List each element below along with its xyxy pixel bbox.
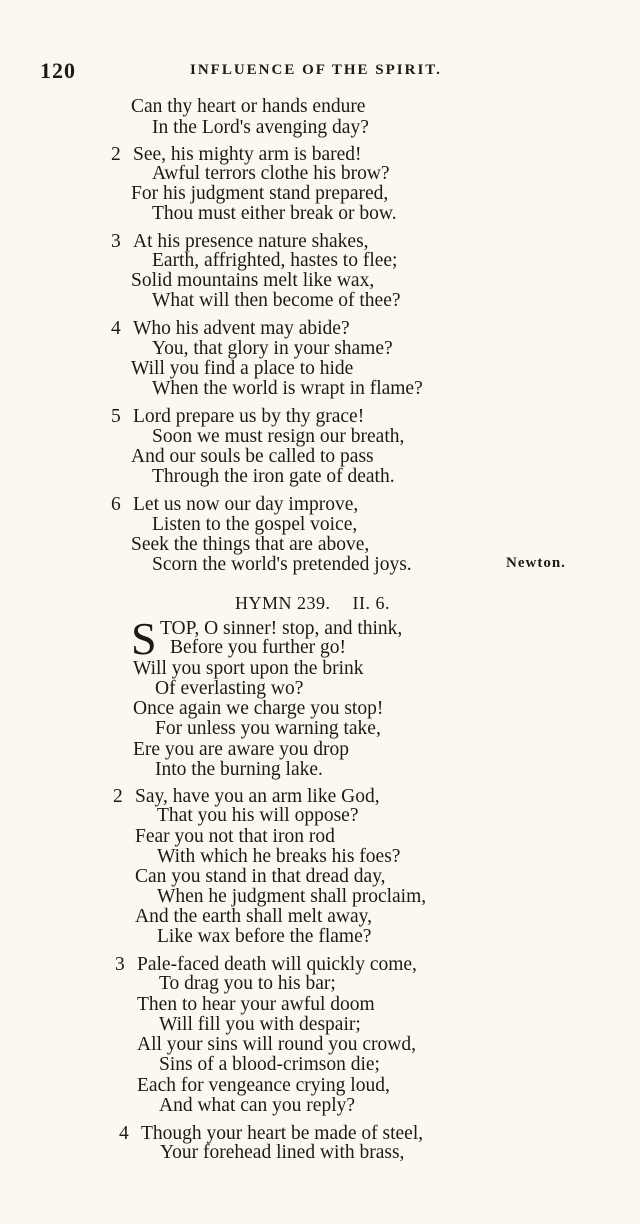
- verse-line: Awful terrors clothe his brow?: [152, 163, 390, 184]
- verse-line: When he judgment shall proclaim,: [157, 886, 427, 907]
- verse-number: 2: [113, 786, 123, 807]
- verse-line: Seek the things that are above,: [131, 534, 370, 555]
- running-head: INFLUENCE OF THE SPIRIT.: [190, 62, 442, 78]
- verse-line: Pale-faced death will quickly come,: [137, 954, 417, 975]
- verse-line: See, his mighty arm is bared!: [133, 144, 362, 165]
- verse-line: In the Lord's avenging day?: [152, 117, 369, 138]
- verse-line: For unless you warning take,: [155, 718, 381, 739]
- verse-line: And the earth shall melt away,: [135, 906, 372, 927]
- verse-line: And our souls be called to pass: [131, 446, 374, 467]
- verse-line: Soon we must resign our breath,: [152, 426, 405, 447]
- verse-line: With which he breaks his foes?: [157, 846, 401, 867]
- verse-line: Of everlasting wo?: [155, 678, 304, 699]
- verse-line: Your forehead lined with brass,: [160, 1142, 405, 1163]
- verse-line: Ere you are aware you drop: [133, 739, 350, 760]
- verse-number: 4: [111, 318, 121, 339]
- verse-line: You, that glory in your shame?: [152, 338, 393, 359]
- verse-line: What will then become of thee?: [152, 290, 401, 311]
- verse-line: Then to hear your awful doom: [137, 994, 375, 1015]
- verse-line: Will you find a place to hide: [131, 358, 354, 379]
- verse-line: Like wax before the flame?: [157, 926, 372, 947]
- verse-line: Sins of a blood-crimson die;: [159, 1054, 380, 1075]
- verse-line: That you his will oppose?: [157, 805, 359, 826]
- verse-line: To drag you to his bar;: [159, 973, 336, 994]
- verse-line: Into the burning lake.: [155, 759, 323, 780]
- verse-line: Can you stand in that dread day,: [135, 866, 386, 887]
- verse-line: Through the iron gate of death.: [152, 466, 395, 487]
- verse-line: Say, have you an arm like God,: [135, 786, 380, 807]
- author-attribution: Newton.: [506, 555, 566, 571]
- page-number: 120: [40, 58, 76, 83]
- verse-line: All your sins will round you crowd,: [137, 1034, 416, 1055]
- drop-cap: S: [131, 613, 157, 664]
- verse-number: 5: [111, 406, 121, 427]
- verse-line: Fear you not that iron rod: [135, 826, 335, 847]
- verse-number: 4: [119, 1123, 129, 1144]
- verse-number: 6: [111, 494, 121, 515]
- verse-line: TOP, O sinner! stop, and think,: [160, 618, 403, 639]
- verse-line: Each for vengeance crying loud,: [137, 1075, 390, 1096]
- verse-number: 2: [111, 144, 121, 165]
- verse-line: Will you sport upon the brink: [133, 658, 364, 679]
- verse-line: Will fill you with despair;: [159, 1014, 361, 1035]
- verse-line: Let us now our day improve,: [133, 494, 359, 515]
- verse-line: Thou must either break or bow.: [152, 203, 397, 224]
- verse-line: Though your heart be made of steel,: [141, 1123, 424, 1144]
- hymn-title: [235, 593, 412, 614]
- hymn-number: HYMN 239.: [235, 593, 331, 613]
- verse-line: And what can you reply?: [159, 1095, 356, 1116]
- verse-line: Scorn the world's pretended joys.: [152, 554, 412, 575]
- verse-line: At his presence nature shakes,: [133, 231, 369, 252]
- verse-line: Listen to the gospel voice,: [152, 514, 358, 535]
- verse-line: When the world is wrapt in flame?: [152, 378, 423, 399]
- verse-number: 3: [115, 954, 125, 975]
- hymn-meter: II. 6.: [352, 593, 391, 613]
- verse-line: Lord prepare us by thy grace!: [133, 406, 365, 427]
- verse-line: Before you further go!: [170, 637, 346, 658]
- verse-number: 3: [111, 231, 121, 252]
- verse-line: Once again we charge you stop!: [133, 698, 384, 719]
- verse-line: Who his advent may abide?: [133, 318, 350, 339]
- verse-line: Earth, affrighted, hastes to flee;: [152, 250, 398, 271]
- verse-line: For his judgment stand prepared,: [131, 183, 389, 204]
- verse-line: Can thy heart or hands endure: [131, 96, 366, 117]
- verse-line: Solid mountains melt like wax,: [131, 270, 375, 291]
